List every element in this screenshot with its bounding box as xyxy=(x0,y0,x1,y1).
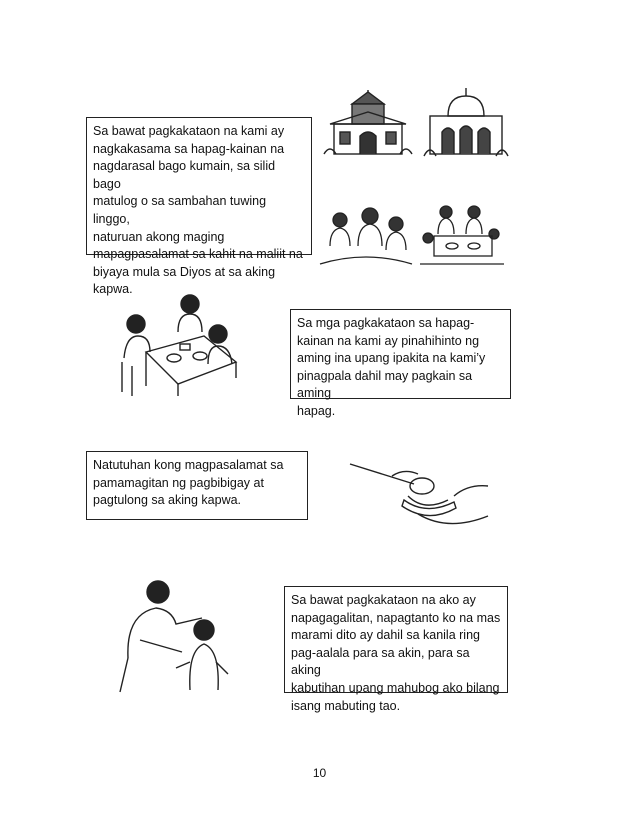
family-meal-illustration xyxy=(118,292,246,398)
parent-child-illustration xyxy=(110,578,234,696)
text-box-discipline xyxy=(284,586,508,713)
text-box-family-meal xyxy=(290,309,511,418)
praying-family-illustration xyxy=(318,206,414,266)
giving-food-illustration xyxy=(348,456,494,532)
text-box-content: Sa bawat pagkakataon na kami ay nagkakasama sa hapag-kainan na nagdarasal bago kumain, sa silid bago matulog o sa sambahan tuwing linggo, naturuan akong maging mapagpasalamat sa kahit na maliit na biyaya mula sa Diyos at sa aking kapwa. xyxy=(93,124,303,297)
family-dinner-illustration xyxy=(418,204,506,268)
text-box-content: Sa mga pagkakataon sa hapag- kainan na kami ay pinahihinto ng aming ina upang ipakita na kami’y pinagpala dahil may pagkain sa aming hapag. xyxy=(297,316,486,418)
text-box-content: Natutuhan kong magpasalamat sa pamamagitan ng pagbibigay at pagtulong sa aking kapwa. xyxy=(93,458,284,508)
church-illustration xyxy=(322,90,414,160)
mosque-illustration xyxy=(420,86,512,160)
page-number: 10 xyxy=(312,766,327,780)
text-box-giving-help xyxy=(86,451,308,520)
text-box-gratitude-prayer xyxy=(86,117,312,297)
text-box-content: Sa bawat pagkakataon na ako ay napagagalitan, napagtanto ko na mas marami dito ay dahil sa kanila ring pag-aalala para sa akin, para sa aking kabutihan upang mahubog ako bilang isang mabuting tao. xyxy=(291,593,501,713)
